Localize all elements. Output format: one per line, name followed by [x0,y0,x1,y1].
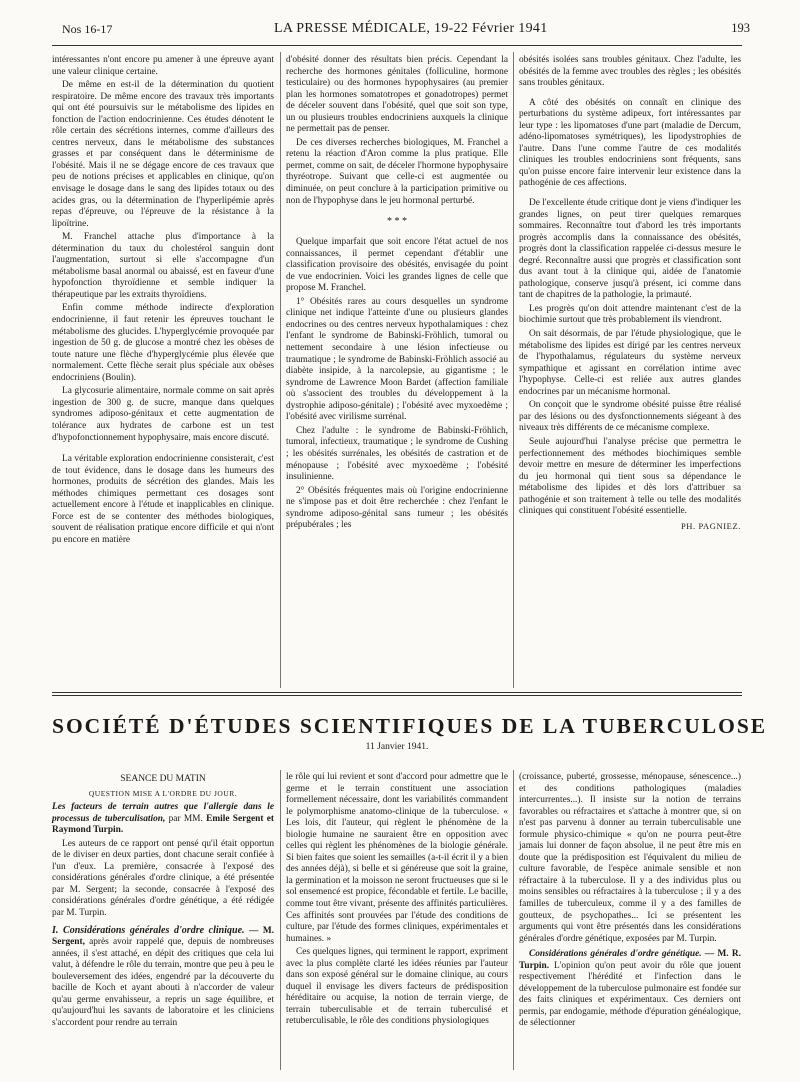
part-two-author: — M. R. Turpin. [519,949,741,971]
article-column-3 [519,55,741,532]
paragraph: Les auteurs de ce rapport ont pensé qu'il était opportun de le diviser en deux parties, dont chacune serait confiée à l'un d'eux. La première, consacrée à l'exposé des considérations générales d'ordre clinique, a été présentée par M. Sergent; la seconde, consacrée à l'exposé des considérations générales d'ordre génétique, a été rédigée par M. Turpin. [52,838,274,919]
paragraph: 2° Obésités fréquentes mais où l'origine endocrinienne ne s'impose pas et doit être recherchée : chez l'enfant le syndrome adiposo-génital sans tumeur ; les obésités prépubérales ; les [286,485,508,531]
part-one-heading: I. Considérations générales d'ordre clinique. [52,924,245,936]
topic-heading [52,802,274,837]
paragraph: M. Franchel attache plus d'importance à la détermination du taux du cholestérol sanguin dont l'augmentation, surtout si elle s'accompagne d'un métabolisme basal anormal ou abaissé, est en faveur d'une hypofonction thyroïdienne et semble indiquer la thérapeutique par les extraits thyroïdiens. [52,232,274,300]
paragraph: Chez l'adulte : le syndrome de Babinski-Fröhlich, tumoral, infectieux, traumatique ; le syndrome de Cushing ; les obésités surrénales, les obésités de castration et de ménopause ; l'obésité avec myxoedème ; l'obésité insulinienne. [286,425,508,483]
author-signature: PH. PAGNIEZ. [680,520,741,531]
issue-number: Nos 16-17 [62,22,113,36]
report-column-2 [286,772,508,1030]
section-separator-stars: * * * [387,216,407,228]
paragraph: Enfin comme méthode indirecte d'exploration endocrinienne, il faut retenir les épreuves touchant le métabolisme des glucides. L'hyperglycémie provoquée par ingestion de 50 g. de glucose a montré chez les obèses de toute nature une flèche d'hyperglycémie plus élevée que normalement. Cette flèche serait plus spéciale aux obèses endocriniens (Boulin). [52,303,274,383]
paragraph: La véritable exploration endocrinienne consisterait, c'est de tout évidence, dans le dosage dans les humeurs des hormones, produits de sécrétion des glandes. Mais les méthodes chimiques permettant ces dosages sont actuellement encore à l'étude et inapplicables en clinique. Force est de se contenter des méthodes biologiques, souvent de réalisation pratique encore difficile et qui n'ont pu encore en matière [52,454,274,545]
journal-title: LA PRESSE MÉDICALE, 19-22 Février 1941 [274,21,548,36]
part-one-text: après avoir rappelé que, depuis de nombreuses années, il s'est attaché, en dépit des critiques que cela lui valut, à défendre le rôle du terrain, montre que peu à peu le bouleversement des idées, engendré par la découverte du bacille de Koch et ayant abouti à n'accorder de valeur qu'au germe envahisseur, a repris un sage équilibre, et qu'aujourd'hui les savants de laboratoire et les cliniciens s'accordent pour rendre au terrain [52,937,274,1028]
section-date: 11 Janvier 1941. [365,742,429,752]
paragraph: intéressantes n'ont encore pu amener à une épreuve ayant une valeur clinique certaine. [52,55,274,77]
header-rule [52,45,742,46]
paragraph: On conçoit que le syndrome obésité puisse être réalisé par des lésions ou des dysfonctionnements siégeant à des niveaux très différents de ce mécanisme complexe. [519,400,741,434]
page-number: 193 [731,21,750,35]
part-one-author: — M. Sergent, [52,925,275,948]
paragraph: le rôle qui lui revient et sont d'accord pour admettre que le germe et le terrain constituent une association formellement nécessaire, dont les variabilités commandent le polymorphisme anatomo-clinique de la tuberculose. « Les lois, dit l'auteur, qui règlent le phénomène de la biologie humaine ne sauraient être en opposition avec celles qui règlent les phénomènes de la biologie générale. Si bien faites que soient les semailles (a-t-il écrit il y a bien des années déjà), si belle et si généreuse que soit la graine, la germination et la moisson ne seront fructueuses que si le sol ensemencé est propice, fécondable et fertile. Le bacille, comme tout être vivant, présente des affinités particulières. Ces affinités sont prouvées par l'étude des conditions de culture, par l'étude des formes cliniques, expérimentales et humaines. » [286,772,508,944]
paragraph: Quelque imparfait que soit encore l'état actuel de nos connaissances, il permet cependant d'établir une classification provisoire des obésités, envisagée du point de vue endocrinien. Voici les grandes lignes de celle que propose M. Franchel. [286,237,508,294]
paragraph: (croissance, puberté, grossesse, ménopause, sénescence...) et des conditions pathologiques (maladies intercurrentes...). Il insiste sur la notion de terrains favorables ou réfractaires et s'attache à montrer que, si on n'est pas parvenu à donner au terrain tuberculisable une formule physico-chimique « qu'on ne pourra peut-être jamais lui donner de façon absolue, il ne peut être mis en doute que la prédisposition est l'équivalent du milieu de culture favorable, de l'espèce animale sensible et non réfractaire à la tuberculose. Il y a des individus plus ou moins sensibles ou réfractaires à la tuberculose ; il y a des familles de tuberculeux, comme il y a des familles de goutteux, de psychopathes... Ici se présentent les arguments qui vont être présentés dans les considérations générales d'ordre génétique, exposées par M. Turpin. [519,772,741,944]
report-column-1 [52,772,274,1031]
paragraph: De l'excellente étude critique dont je viens d'indiquer les grandes lignes, on peut tirer quelques remarques sommaires. Reconnaître tout d'abord les très importants progrès accomplis dans la connaissance des obésités, progrès dont la classification rappelée ci-dessus mesure le degré. Reconnaître aussi que progrès et classification sont dus avant tout à la clinique qui, aidée de l'anatomie pathologique, conserve jusqu'à présent, ici comme dans tant de chapitres de la pathologie, la primauté. [519,198,741,301]
paragraph: Ces quelques lignes, qui terminent le rapport, expriment avec la plus complète clarté les idées réunies par l'auteur dans son exposé général sur le domaine clinique, au cours duquel il envisage les divers facteurs de prédisposition héréditaire ou acquise, la notion de terrain vierge, de terrain tuberculisable et de terrain tuberculisé et retuberculisable, le rôle des conditions physiologiques [286,947,508,1027]
column-divider [280,770,281,1070]
page-header [54,0,752,36]
paragraph: On sait désormais, de par l'étude physiologique, que le métabolisme des lipides est dirigé par les centres nerveux de l'hypothalamus, régulateurs du système nerveux sympathique et agissant en corrélation intime avec l'hypophyse. Celle-ci est reliée aux autres glandes endocrines par un mécanisme hormonal. [519,329,741,397]
section-title: SOCIÉTÉ D'ÉTUDES SCIENTIFIQUES DE LA TUBERCULOSE [52,714,768,738]
part-two-heading: Considérations générales d'ordre génétique. [529,949,702,960]
section-rule [52,695,742,696]
part-two-text: L'opinion qu'on peut avoir du rôle que jouent respectivement l'hérédité et l'infection dans le développement de la tuberculose pulmonaire est fondée sur des faits cliniques et expérimentaux. Ces derniers ont permis, par endogamie, méthode d'épuration généalogique, de sélectionner [519,960,741,1029]
part-one [52,925,274,1030]
part-two [519,949,741,1030]
paragraph: Les progrès qu'on doit attendre maintenant c'est de la biochimie surtout que très probablement ils viendront. [519,303,741,326]
session-heading: SEANCE DU MATIN [120,774,206,784]
topic-authors: Emile Sergent et Raymond Turpin. [52,813,274,836]
column-divider [513,770,514,1070]
topic-authors-prefix: par MM. [168,813,203,824]
agenda-label: QUESTION MISE A L'ORDRE DU JOUR. [88,788,238,798]
paragraph: 1° Obésités rares au cours desquelles un syndrome clinique net indique l'atteinte d'une ou plusieurs glandes endocrines ou des centres nerveux hypothalamiques : chez l'enfant le syndrome de Babinski-Fröhlich, tumoral ou nettement secondaire à une lésion infectieuse ou traumatique ; le syndrome de Babinski-Fröhlich associé au diabète insipide, à la narcolepsie, au gigantisme ; le syndrome de Lawrence Moon Bardet (affection familiale où s'associent des troubles du développement à la dystrophie adiposo-génitale) ; l'obésité avec myxoedème ; l'obésité avec virilisme surrénal. [286,296,508,423]
paragraph: obésités isolées sans troubles génitaux. Chez l'adulte, les obésités de la femme avec troubles des règles ; les obésités sans troubles génitaux. [519,55,741,89]
topic-title: Les facteurs de terrain autres que l'allergie dans le processus de tuberculisation, [52,802,274,824]
paragraph: La glycosurie alimentaire, normale comme on sait après ingestion de 300 g. de sucre, manque dans quelques syndromes adiposo-génitaux et cette augmentation de tolérance aux hydrates de carbone est un test d'hypofonctionnement hypophysaire, mais encore discuté. [52,386,274,443]
paragraph: A côté des obésités on connaît en clinique des perturbations du système adipeux, fort intéressantes par leur type : les lipomatoses d'une part (maladie de Dercum, adéno-lipomatoses symétriques), les lipodystrophies de l'autre. Dans l'une comme l'autre de ces modalités cliniques les troubles endocriniens sont fréquents, sans qu'on puisse encore faire intervenir leur existence dans la pathogénie de ces affections. [519,97,741,189]
column-divider [513,52,514,688]
paragraph: De même en est-il de la détermination du quotient respiratoire. De même encore des travaux très importants qui ont été poursuivis sur le métabolisme des lipides en fonction de l'action endocrinienne. Ces études dénotent le rôle certain des sécrétions internes, comme d'ailleurs des centres nerveux, dans le métabolisme des substances grasses et par conséquent dans le déterminisme de l'obésité. Mais il ne se dégage encore de ces travaux que peu de notions précises et applicables en clinique, qu'on envisage le dosage dans le sang des lipides totaux ou des acides gras, ou la détermination de l'hyperlipémie après repas d'épreuve, ou l'épreuve de la résistance à la lipoïtrine. [52,80,274,229]
paragraph: d'obésité donner des résultats bien précis. Cependant la recherche des hormones génitales (folliculine, hormone testiculaire) ou des hormones hypophysaires (au premier plan les hormones somatotropes et gonadotropes) permet de déceler souvent dans l'obésité, quel que soit son type, un ou plusieurs troubles endocriniens auxquels la clinique ne permettait pas de penser. [286,55,508,135]
article-column-1 [52,55,274,548]
article-column-2 [286,55,508,534]
paragraph: De ces diverses recherches biologiques, M. Franchel a retenu la réaction d'Aron comme la plus pratique. Elle permet, comme on sait, de déceler l'hormone hypophysaire thyréotrope. Suivant que celle-ci est augmentée ou diminuée, on peut conclure à la participation primitive ou non de l'hypophyse dans le jeu hormonal perturbé. [286,137,508,206]
report-column-3 [519,772,741,1032]
paragraph: Seule aujourd'hui l'analyse précise que permettra le perfectionnement des méthodes biochimiques semble devoir mettre en mesure de déterminer les imperfections du jeu hormonal qui tient sous sa dépendance le métabolisme des lipides et dès lors d'attribuer sa pathogénie et son traitement à telle ou telle des modalités cliniques qui constituent l'obésité essentielle. [519,436,741,517]
section-rule [52,692,742,693]
column-divider [280,52,281,688]
